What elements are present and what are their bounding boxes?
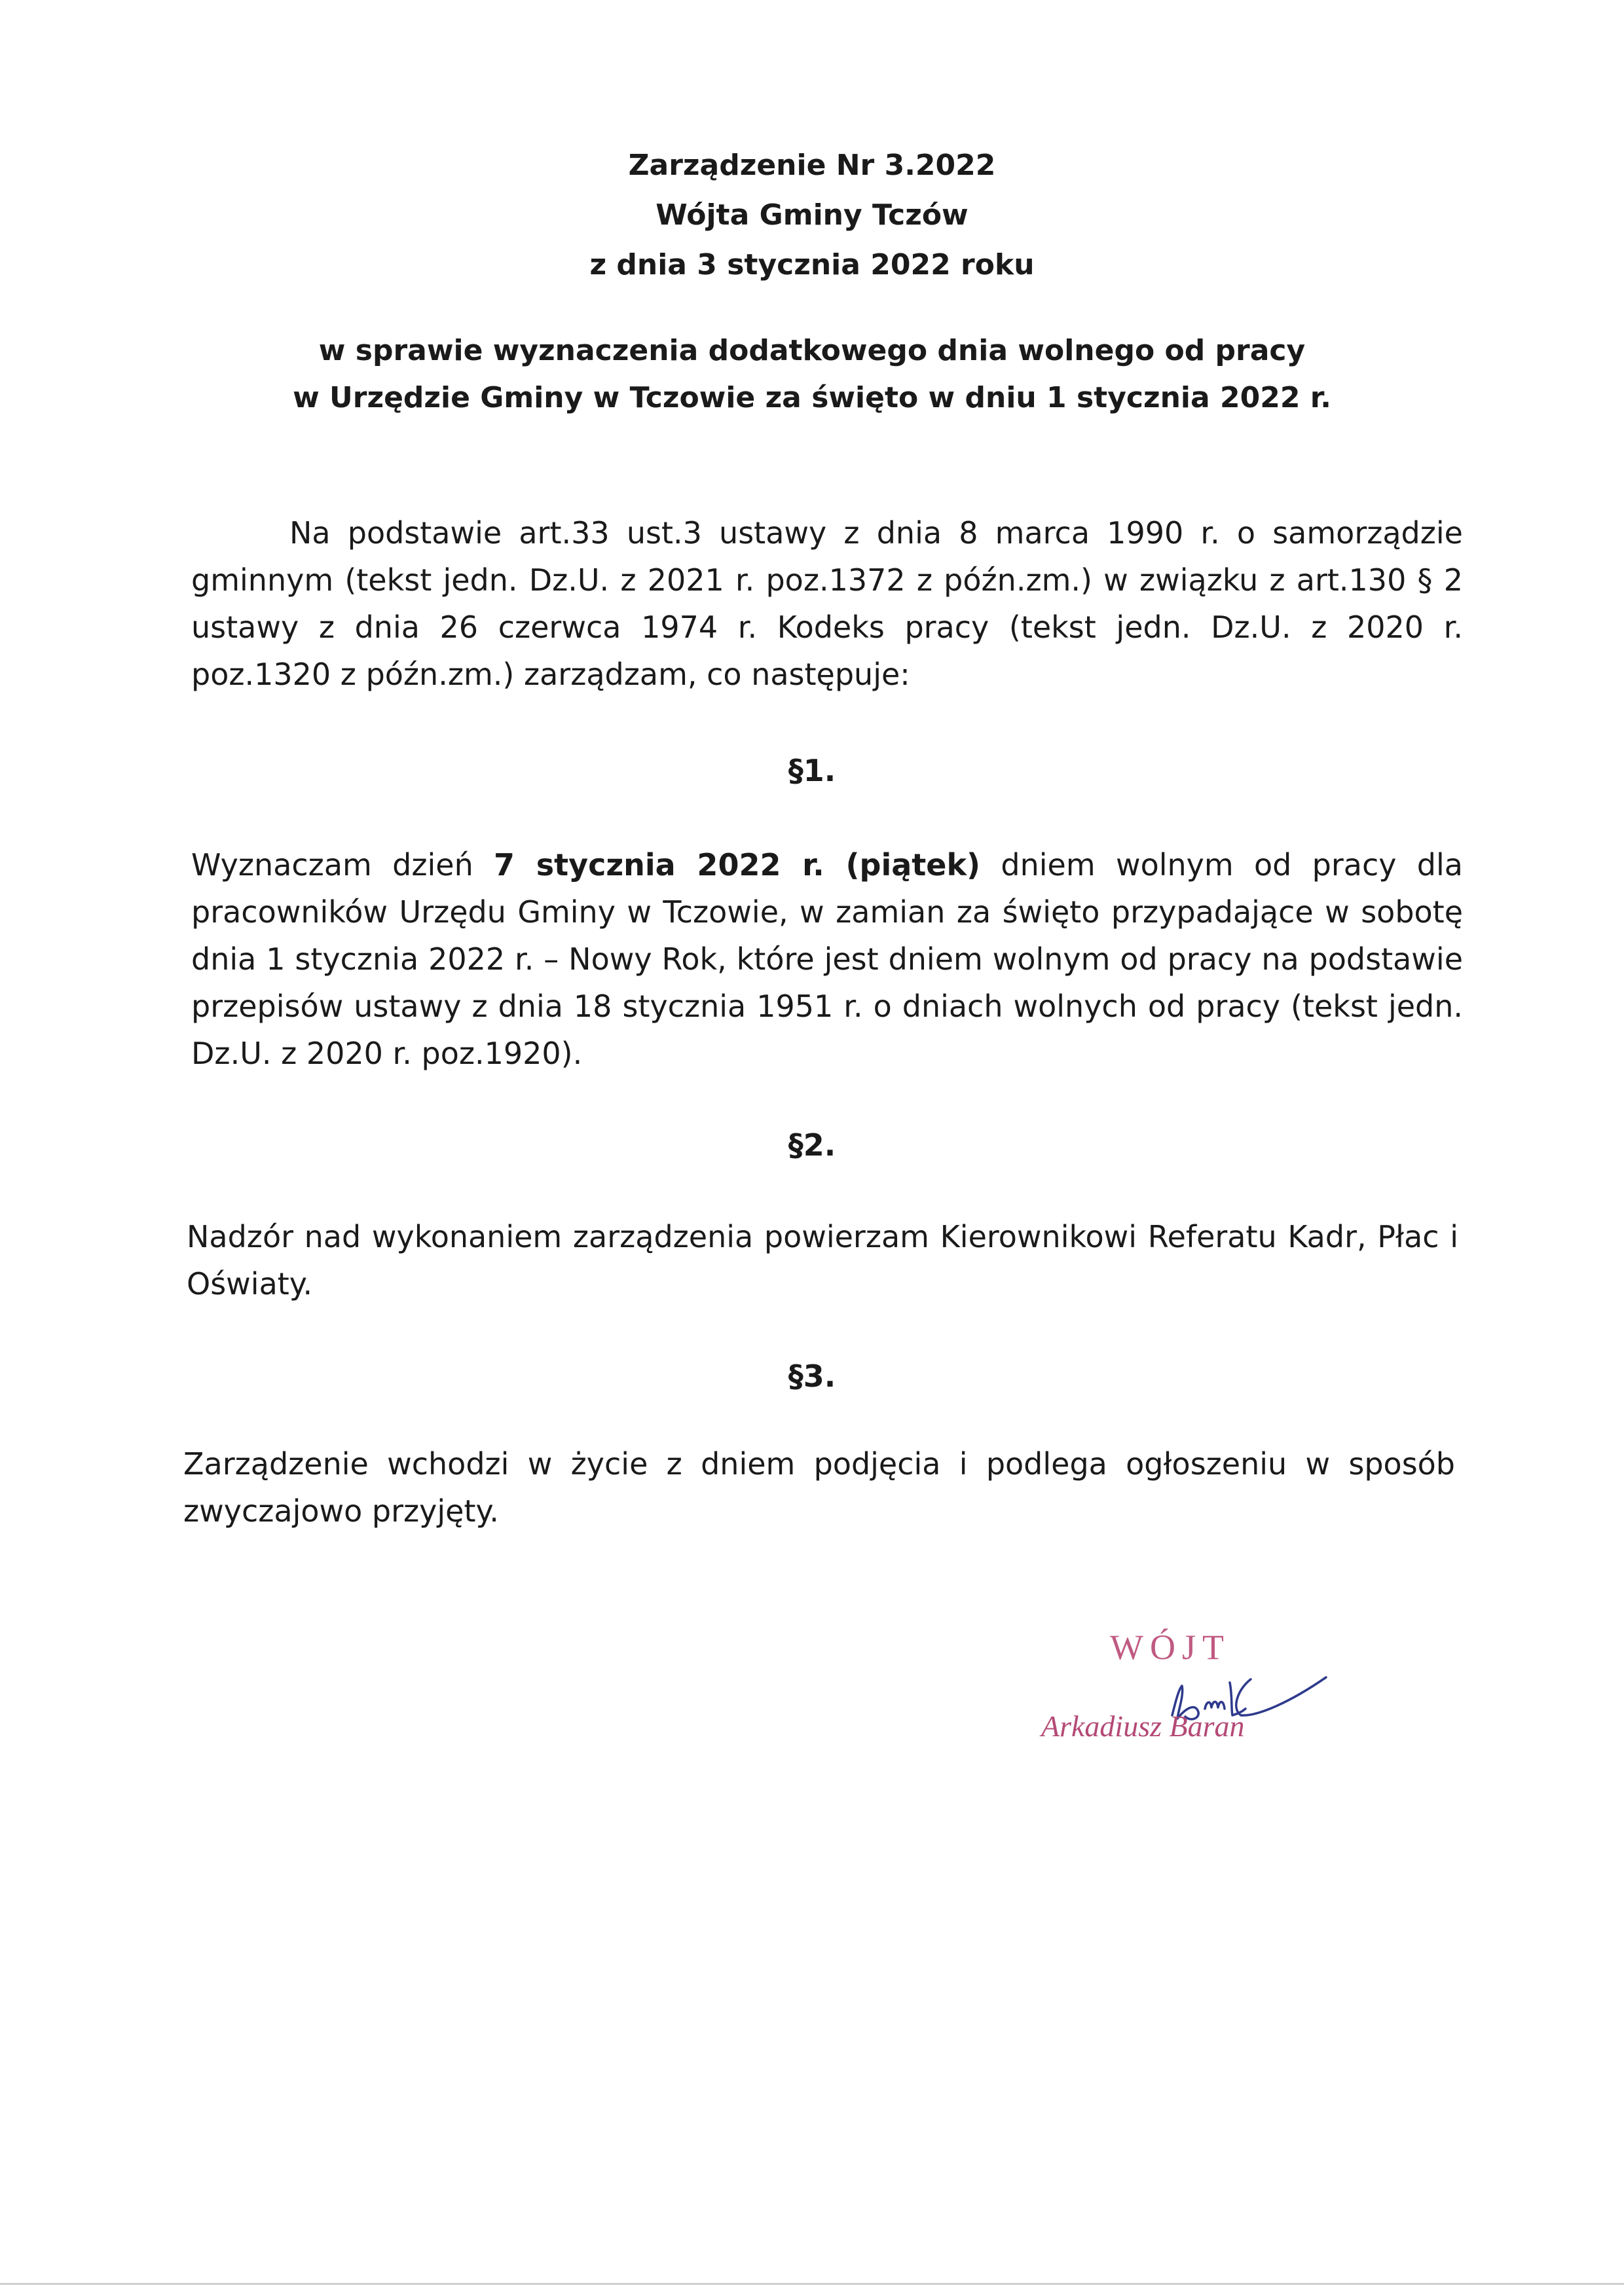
- section-1-text-start: Wyznaczam dzień: [191, 847, 494, 883]
- intro-paragraph: Na podstawie art.33 ust.3 ustawy z dnia 8 marca 1990 r. o samorządzie gminnym (tekst jedn. Dz.U. z 2021 r. poz.1372 z późn.zm.) w związku z art.130 § 2 ustawy z dnia 26 czerwca 1974 r. Kodeks pracy (tekst jedn. Dz.U. z 2020 r. poz.1320 z późn.zm.) zarządzam, co następuje:: [191, 515, 1463, 692]
- document-title: Zarządzenie Nr 3.2022: [628, 149, 996, 182]
- stamp-name: Arkadiusz Baran: [1041, 1709, 1245, 1743]
- subject-line-2: w Urzędzie Gminy w Tczowie za święto w dniu 1 stycznia 2022 r.: [293, 381, 1331, 414]
- scan-edge-line: [0, 2283, 1624, 2285]
- section-1-date-highlight: 7 stycznia 2022 r. (piątek): [494, 847, 981, 883]
- section-3-paragraph: Zarządzenie wchodzi w życie z dniem podjęcia i podlega ogłoszeniu w sposób zwyczajowo przyjęty.: [183, 1446, 1455, 1529]
- date-line: z dnia 3 stycznia 2022 roku: [589, 248, 1035, 282]
- stamp-title: WÓJT: [1110, 1628, 1230, 1667]
- subject-line-1: w sprawie wyznaczenia dodatkowego dnia wolnego od pracy: [318, 334, 1306, 367]
- document-subject: [0, 327, 1624, 422]
- section-1-heading: §1.: [788, 753, 836, 788]
- section-2-heading: §2.: [788, 1127, 836, 1163]
- section-2-paragraph: Nadzór nad wykonaniem zarządzenia powierzam Kierownikowi Referatu Kadr, Płac i Oświaty.: [187, 1219, 1458, 1302]
- section-3-heading: §3.: [788, 1358, 836, 1394]
- issuer-line: Wójta Gminy Tczów: [655, 198, 969, 232]
- document-header: [0, 141, 1624, 290]
- section-1-paragraph: [191, 841, 1463, 1077]
- section-1-text-end: dniem wolnym od pracy dla pracowników Urzędu Gminy w Tczowie, w zamian za święto przypadające w sobotę dnia 1 stycznia 2022 r. – Nowy Rok, które jest dniem wolnym od pracy na podstawie przepisów ustawy z dnia 18 stycznia 1951 r. o dniach wolnych od pracy (tekst jedn. Dz.U. z 2020 r. poz.1920).: [191, 847, 1463, 1071]
- official-stamp: [1022, 1627, 1336, 1758]
